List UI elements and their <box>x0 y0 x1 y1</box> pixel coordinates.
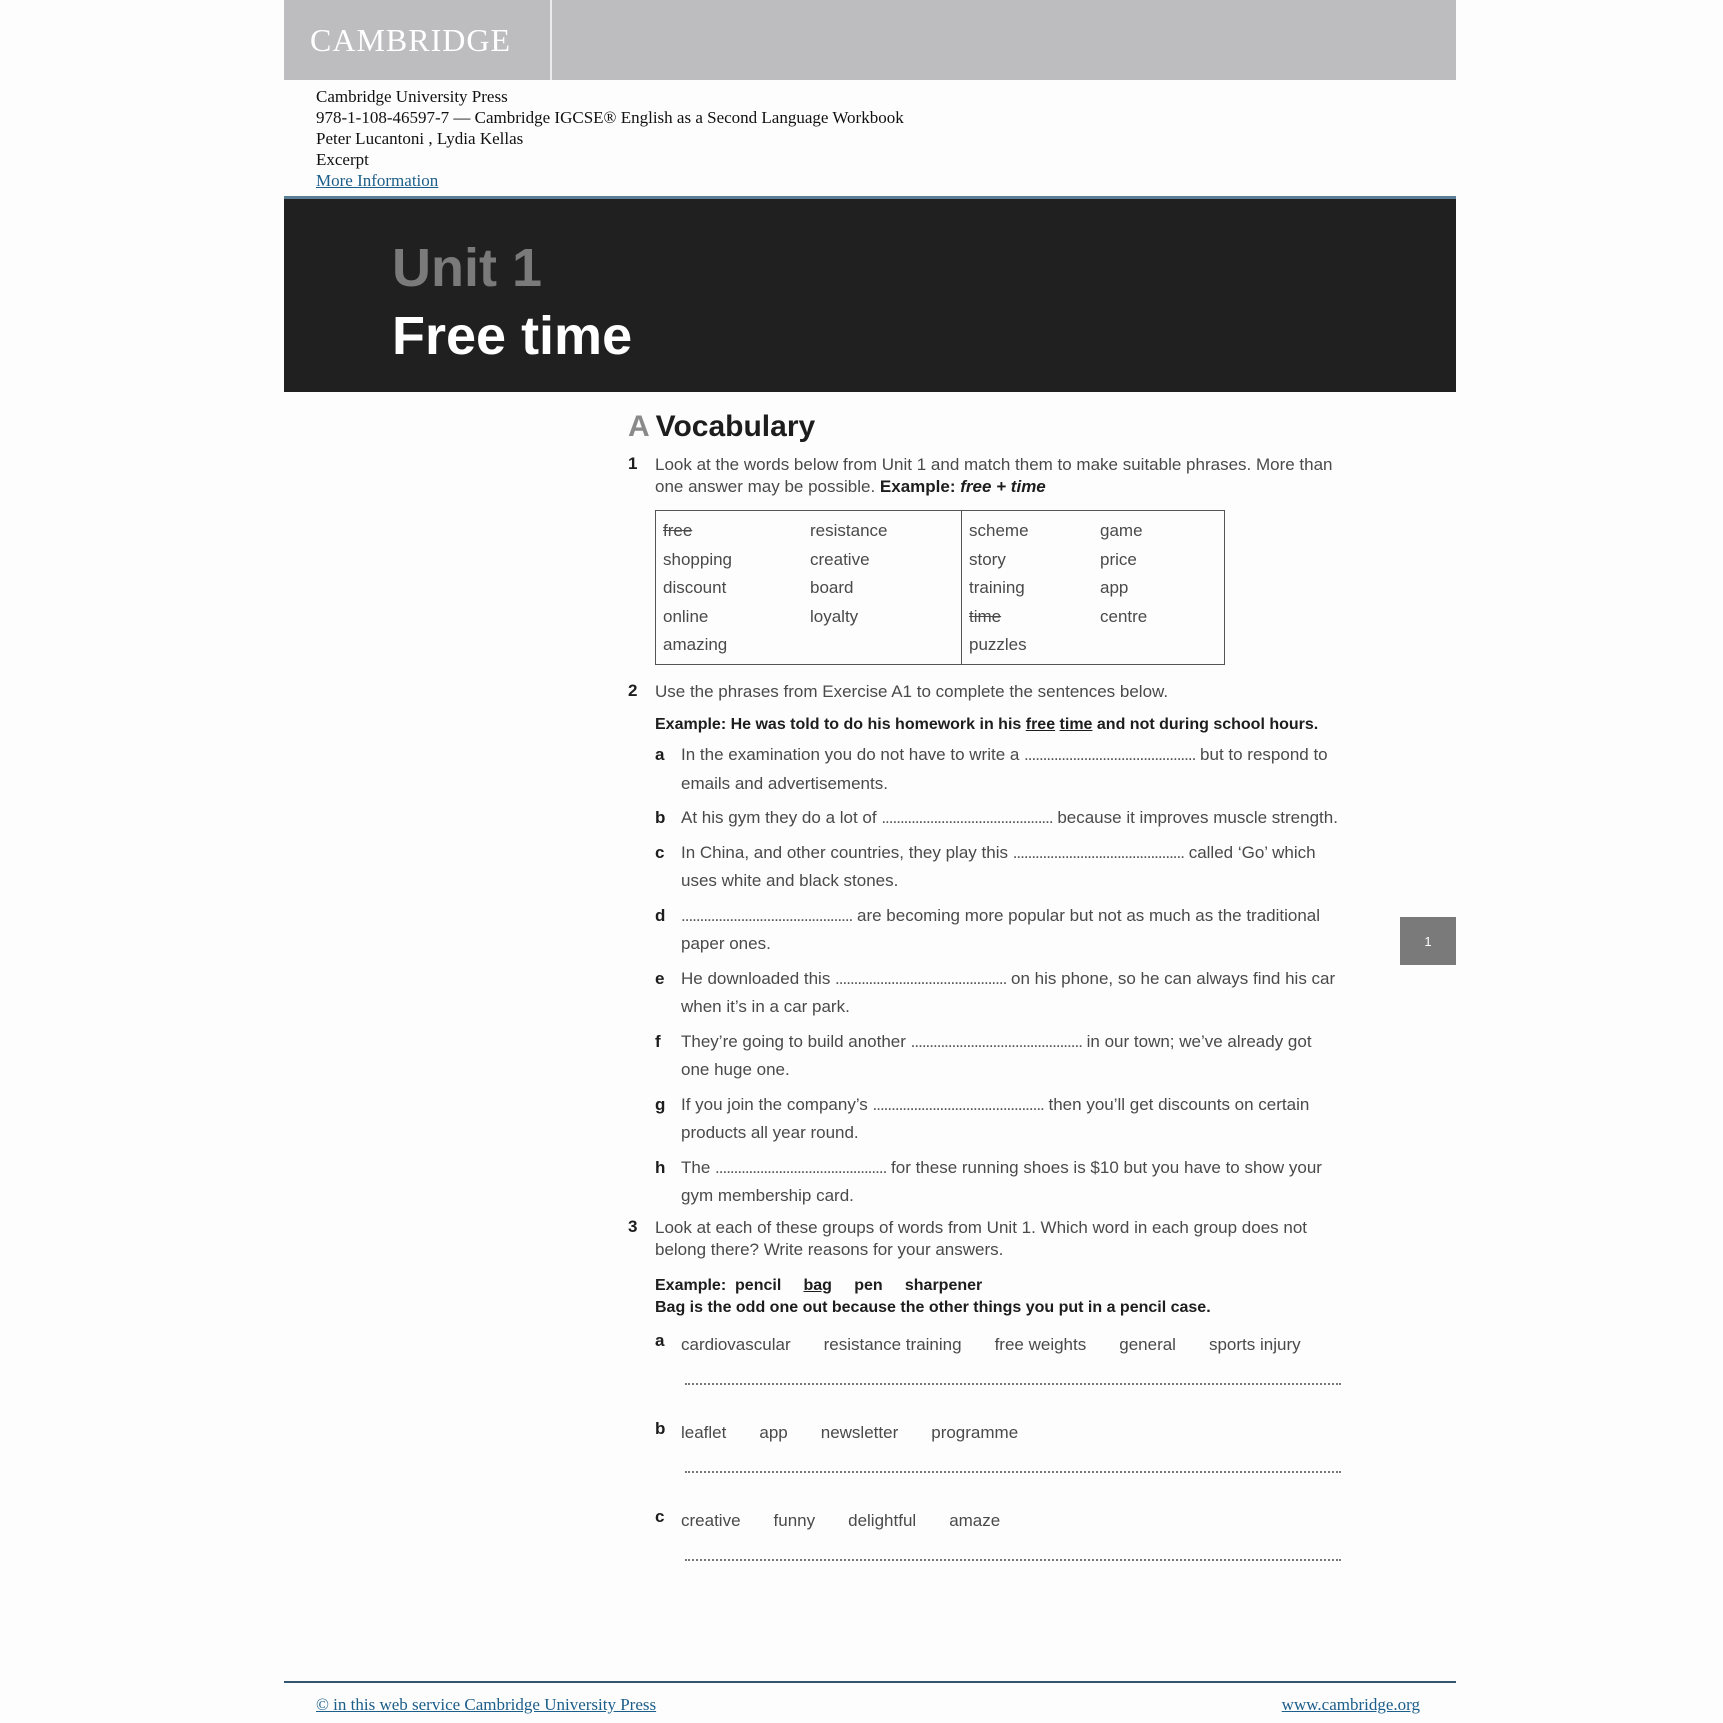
sentence-item <box>655 741 1348 798</box>
publisher: Cambridge University Press <box>316 87 508 106</box>
exercise-2 <box>628 681 1348 1211</box>
answer-blank[interactable]: .............................................. <box>715 1157 887 1177</box>
word-groups <box>655 1331 1348 1595</box>
word-box-word: training <box>969 578 1025 597</box>
word-box-word: puzzles <box>969 635 1027 654</box>
exercise-instructions: Look at each of these groups of words from Unit 1. Which word in each group does not belong there? Write reasons for your answers. <box>655 1217 1308 1259</box>
sentence-start: They’re going to build another <box>681 1031 911 1051</box>
example-value: free + time <box>960 477 1046 496</box>
sentence-continuation: emails and advertisements. <box>681 773 888 793</box>
answer-blank[interactable]: .............................................. <box>1024 745 1196 764</box>
sentence-end: called ‘Go’ which <box>1183 842 1316 862</box>
group-word: app <box>759 1422 788 1442</box>
group-word: free weights <box>994 1334 1087 1354</box>
page-number-tab: 1 <box>1400 917 1456 965</box>
word-box-left <box>656 511 962 664</box>
group-word: funny <box>773 1510 816 1530</box>
exercise-number: 3 <box>628 1216 638 1236</box>
sentence-continuation: uses white and black stones. <box>681 871 899 890</box>
word-box-word: loyalty <box>810 606 859 626</box>
isbn-title: 978-1-108-46597-7 — Cambridge IGCSE® English as a Second Language Workbook <box>316 108 904 127</box>
answer-line[interactable] <box>685 1559 1341 1561</box>
sentence-start: The <box>681 1157 716 1177</box>
example-label: Example: <box>655 1276 727 1294</box>
group-words <box>681 1419 1348 1447</box>
sentence-item <box>655 804 1348 833</box>
section-letter: A <box>628 410 650 443</box>
sentence-start: In the examination you do not have to write a <box>681 745 1025 764</box>
sentence-list <box>655 741 1348 1211</box>
word-group <box>655 1419 1348 1507</box>
sentence-continuation: one huge one. <box>681 1060 790 1079</box>
excerpt-label: Excerpt <box>316 150 369 169</box>
example-post: and not during school hours. <box>1092 716 1319 733</box>
copyright-link[interactable]: © in this web service Cambridge University Press <box>316 1695 657 1714</box>
answer-line[interactable] <box>685 1383 1341 1385</box>
group-word: delightful <box>848 1510 917 1530</box>
sentence-end: because it improves muscle strength. <box>1052 808 1338 827</box>
more-information-link[interactable]: More Information <box>316 171 439 190</box>
item-letter: e <box>655 968 665 988</box>
sentence-item <box>655 1028 1348 1085</box>
word-column-3 <box>969 517 1029 660</box>
sentence-end: on his phone, so he can always find his car <box>1006 968 1336 988</box>
item-letter: h <box>655 1157 666 1177</box>
word-box-word: free <box>663 521 693 540</box>
sentence-item <box>655 1154 1348 1211</box>
item-letter: a <box>655 1330 665 1350</box>
group-word: cardiovascular <box>681 1334 791 1354</box>
sentence-end: in our town; we’ve already got <box>1081 1031 1312 1051</box>
word-box-word: resistance <box>810 521 888 540</box>
group-word: amaze <box>949 1510 1001 1530</box>
sentence-start: In China, and other countries, they play this <box>681 842 1013 862</box>
instruction-text: Look at the words below from Unit 1 and match them to make suitable phrases. More than one answer may be possible. <box>655 455 1333 496</box>
item-letter: g <box>655 1094 666 1114</box>
group-words <box>681 1507 1348 1535</box>
group-word: leaflet <box>681 1422 727 1442</box>
answer-blank[interactable]: .............................................. <box>910 1031 1082 1051</box>
website-link[interactable]: www.cambridge.org <box>1281 1695 1420 1714</box>
sentence-continuation: paper ones. <box>681 934 771 953</box>
word-box-word: shopping <box>663 549 733 569</box>
word-box-word: app <box>1100 578 1129 597</box>
word-group <box>655 1331 1348 1419</box>
word-box-word: game <box>1100 521 1143 540</box>
footer-rule <box>284 1681 1456 1683</box>
word-column-1 <box>663 517 732 660</box>
answer-blank[interactable]: .............................................. <box>681 905 853 925</box>
group-word: creative <box>681 1510 741 1530</box>
answer-blank[interactable]: .............................................. <box>1012 842 1184 862</box>
sentence-item <box>655 1091 1348 1148</box>
word-group <box>655 1507 1348 1595</box>
brand-cell <box>284 0 552 80</box>
sentence-end: are becoming more popular but not as much as the traditional <box>852 905 1321 925</box>
book-metadata <box>316 86 904 191</box>
word-box-word: scheme <box>969 521 1029 540</box>
word-box <box>655 510 1225 665</box>
sentence-continuation: products all year round. <box>681 1123 859 1142</box>
word-column-4 <box>1100 517 1147 631</box>
sentence-continuation: when it’s in a car park. <box>681 997 850 1016</box>
item-letter: d <box>655 905 666 925</box>
word-box-right <box>962 511 1224 664</box>
example-word: pencil <box>735 1276 782 1294</box>
example-word-odd: bag <box>803 1276 832 1294</box>
answer-blank[interactable]: .............................................. <box>835 968 1007 988</box>
exercise-instructions <box>655 454 1348 498</box>
exercise-number: 1 <box>628 454 638 473</box>
sentence-end: for these running shoes is $10 but you have to show your <box>886 1157 1322 1177</box>
example-underlined-2: time <box>1059 716 1093 733</box>
group-word: newsletter <box>820 1422 899 1442</box>
unit-title: Free time <box>392 306 633 366</box>
item-letter: a <box>655 745 665 764</box>
example-pre: Example: He was told to do his homework in his <box>655 716 1026 733</box>
cambridge-logo[interactable]: CAMBRIDGE <box>310 22 512 58</box>
sentence-item <box>655 839 1348 896</box>
example-label: Example: <box>879 477 956 496</box>
answer-blank[interactable]: .............................................. <box>872 1094 1044 1114</box>
answer-blank[interactable]: .............................................. <box>881 808 1053 827</box>
group-word: resistance training <box>823 1334 962 1354</box>
word-box-word: price <box>1100 549 1137 569</box>
word-box-word: time <box>969 606 1002 626</box>
item-letter: c <box>655 842 665 862</box>
exercise-3 <box>628 1217 1348 1595</box>
item-letter: f <box>655 1031 661 1051</box>
exercise-number: 2 <box>628 681 638 700</box>
authors: Peter Lucantoni , Lydia Kellas <box>316 129 524 148</box>
sentence-end: then you’ll get discounts on certain <box>1043 1094 1310 1114</box>
item-letter: b <box>655 1418 666 1438</box>
group-word: programme <box>931 1422 1019 1442</box>
sentence-end: but to respond to <box>1195 745 1328 764</box>
sentence-item <box>655 902 1348 959</box>
sentence-start: At his gym they do a lot of <box>681 808 882 827</box>
section-title: Vocabulary <box>655 410 816 443</box>
word-box-word: story <box>969 549 1006 569</box>
item-letter: c <box>655 1506 665 1526</box>
sentence-start: If you join the company’s <box>681 1094 873 1114</box>
exercise-instructions: Use the phrases from Exercise A1 to complete the sentences below. <box>655 682 1169 701</box>
word-box-word: centre <box>1100 606 1148 626</box>
example-word: pen <box>854 1276 883 1294</box>
unit-banner <box>284 199 1456 392</box>
word-box-word: creative <box>810 549 870 569</box>
example-sentence <box>655 713 1348 737</box>
sentence-start: He downloaded this <box>681 968 836 988</box>
group-word: sports injury <box>1208 1334 1301 1354</box>
word-box-word: board <box>810 578 854 597</box>
group-word: general <box>1119 1334 1176 1354</box>
example-word: sharpener <box>904 1276 983 1294</box>
word-column-2 <box>810 517 887 631</box>
odd-one-out-example <box>655 1275 1348 1319</box>
answer-line[interactable] <box>685 1471 1341 1473</box>
word-box-word: online <box>663 606 709 626</box>
word-box-word: discount <box>663 578 727 597</box>
section-heading <box>628 410 1348 444</box>
workbook-content <box>628 410 1348 1595</box>
exercise-1 <box>628 454 1348 665</box>
unit-label: Unit 1 <box>392 238 543 298</box>
example-reason: Bag is the odd one out because the other things you put in a pencil case. <box>655 1298 1211 1316</box>
group-words <box>681 1331 1348 1359</box>
sentence-continuation: gym membership card. <box>681 1186 854 1205</box>
brand-bar <box>284 0 1456 80</box>
item-letter: b <box>655 808 666 827</box>
page <box>284 0 1456 1723</box>
word-box-word: amazing <box>663 635 728 654</box>
sentence-item <box>655 965 1348 1022</box>
example-underlined-1: free <box>1025 716 1056 733</box>
